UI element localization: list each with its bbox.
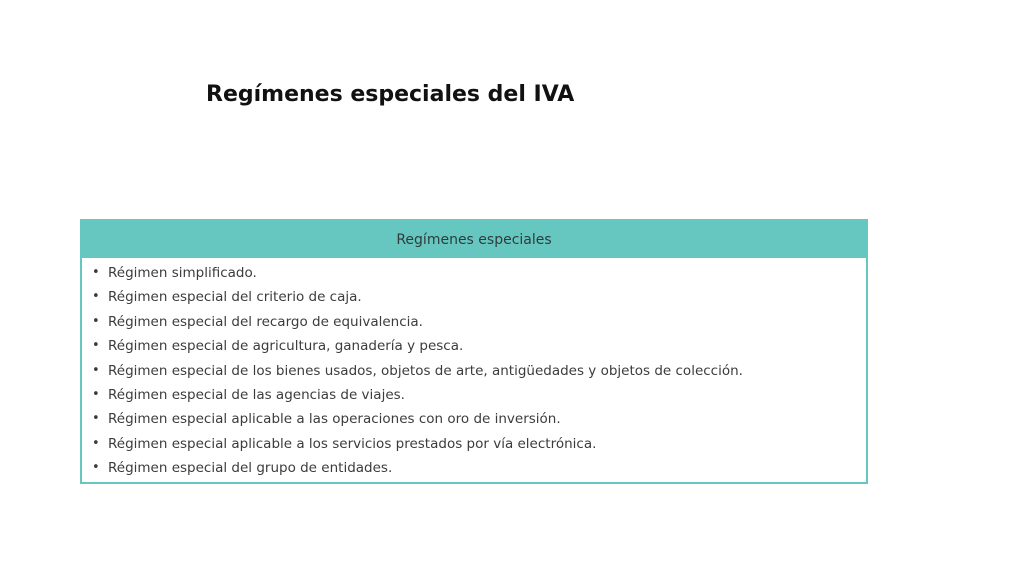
regimes-table	[80, 219, 868, 484]
bullet-icon: •	[92, 435, 100, 451]
bullet-icon: •	[92, 338, 100, 354]
list-item-text: Régimen especial del criterio de caja.	[108, 289, 362, 306]
bullet-icon: •	[92, 289, 100, 305]
list-item-text: Régimen especial aplicable a los servicios prestados por vía electrónica.	[108, 435, 597, 452]
slide-title: Regímenes especiales del IVA	[206, 82, 575, 107]
list-item	[92, 432, 866, 456]
bullet-icon: •	[92, 386, 100, 402]
list-item	[92, 310, 866, 334]
list-item	[92, 359, 866, 383]
list-item-text: Régimen simplificado.	[108, 265, 257, 281]
bullet-icon: •	[92, 313, 100, 329]
list-item	[92, 261, 866, 285]
table-header: Regímenes especiales	[82, 221, 866, 258]
list-item-text: Régimen especial aplicable a las operaciones con oro de inversión.	[108, 411, 561, 428]
regimes-list	[82, 258, 866, 481]
list-item	[92, 407, 866, 431]
list-item-text: Régimen especial de los bienes usados, objetos de arte, antigüedades y objetos de colección.	[108, 362, 743, 379]
bullet-icon: •	[92, 460, 100, 476]
bullet-icon: •	[92, 265, 100, 280]
list-item-text: Régimen especial de las agencias de viajes.	[108, 386, 405, 403]
list-item	[92, 456, 866, 480]
bullet-icon: •	[92, 362, 100, 378]
list-item	[92, 285, 866, 309]
list-item-text: Régimen especial del recargo de equivalencia.	[108, 313, 423, 330]
list-item	[92, 334, 866, 358]
bullet-icon: •	[92, 411, 100, 427]
list-item-text: Régimen especial de agricultura, ganadería y pesca.	[108, 338, 464, 355]
list-item	[92, 383, 866, 407]
list-item-text: Régimen especial del grupo de entidades.	[108, 460, 393, 477]
